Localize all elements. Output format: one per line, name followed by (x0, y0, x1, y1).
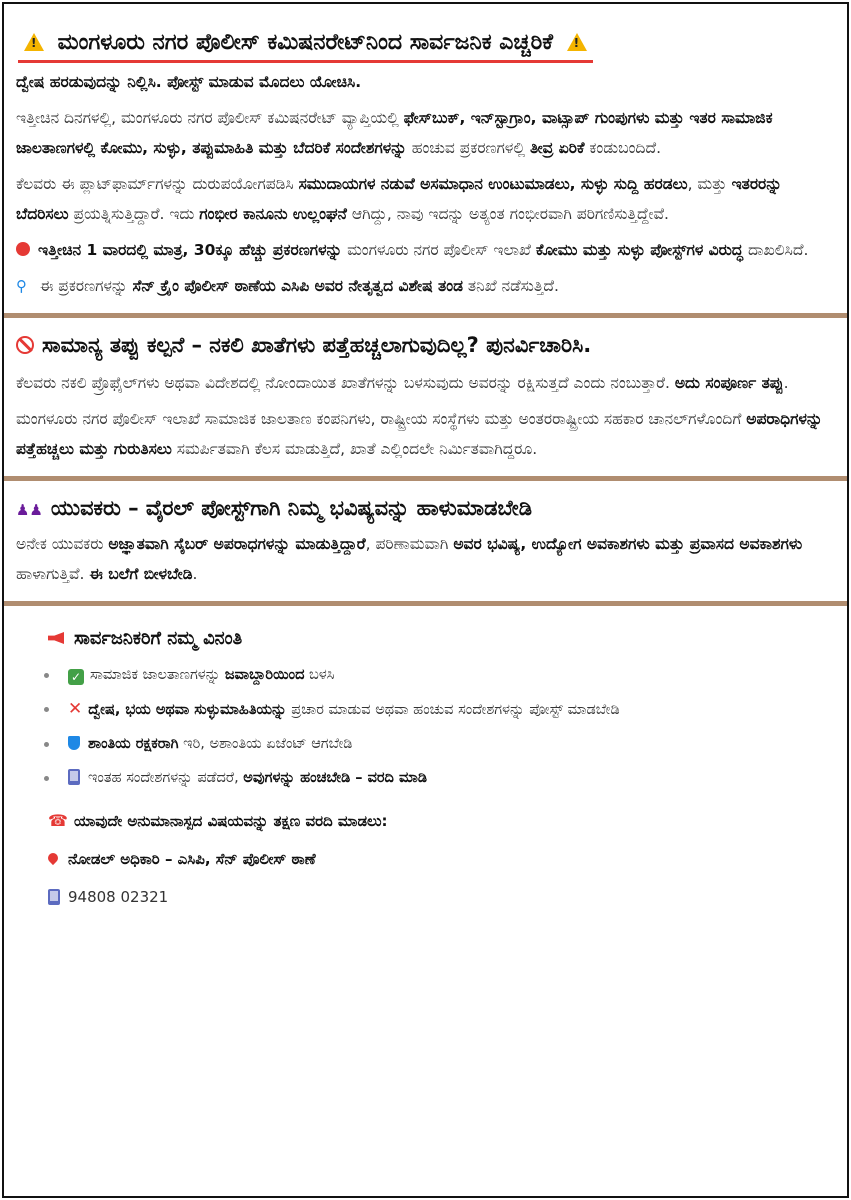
bold-text: ಅಪರಾಧಿಗಳನ್ನು ಪತ್ತೆಹಚ್ಚಲು ಮತ್ತು ಗುರುತಿಸಲು (16, 410, 823, 458)
text: ಮಂಗಳೂರು ನಗರ ಪೊಲೀಸ್ ಇಲಾಖೆ (342, 241, 536, 259)
text: ಪ್ರಯತ್ನಿಸುತ್ತಿದ್ದಾರೆ. ಇದು (68, 205, 200, 223)
heading-text: ಸಾಮಾನ್ಯ ತಪ್ಪು ಕಲ್ಪನೆ – ನಕಲಿ ಖಾತೆಗಳು ಪತ್ತೆಹಚ್ಚಲಾಗುವುದಿಲ್ಲ? ಪುನರ್ವಿಚಾರಿಸಿ. (42, 333, 592, 357)
intro-paragraph-4 (16, 271, 835, 301)
request-heading (48, 624, 847, 654)
phone-number[interactable]: 94808 02321 (68, 888, 169, 906)
officer-line (48, 847, 847, 871)
page-title (18, 28, 593, 63)
phone-icon (48, 889, 60, 905)
officer-text: ನೋಡಲ್ ಅಧಿಕಾರಿ – ಎಸಿಪಿ, ಸೆನ್ ಪೊಲೀಸ್ ಠಾಣೆ (68, 850, 316, 868)
text: ಕೆಲವರು ಈ ಪ್ಲಾಟ್‌ಫಾರ್ಮ್‌ಗಳನ್ನು ದುರುಪಯೋಗಪಡಿಸಿ (16, 175, 299, 193)
bold-text: ಇತ್ತೀಚಿನ 1 ವಾರದಲ್ಲಿ ಮಾತ್ರ, 30ಕ್ಕೂ ಹೆಚ್ಚು ಪ್ರಕರಣಗಳನ್ನು (38, 241, 343, 259)
section-divider (4, 313, 847, 318)
text: ಕಂಡುಬಂದಿದೆ. (584, 139, 662, 157)
text: ಅನೇಕ ಯುವಕರು (16, 535, 109, 553)
bold-text: ಈ ಬಲೆಗೆ ಬೀಳಬೇಡಿ (89, 565, 193, 583)
megaphone-icon (48, 632, 64, 644)
text: ಬಳಸಿ (304, 667, 335, 683)
report-label: ಯಾವುದೇ ಅನುಮಾನಾಸ್ಪದ ವಿಷಯವನ್ನು ತಕ್ಷಣ ವರದಿ ಮಾಡಲು: (73, 812, 388, 830)
text: ಕೆಲವರು ನಕಲಿ ಪ್ರೊಫೈಲ್‌ಗಳು ಅಥವಾ ವಿದೇಶದಲ್ಲಿ ನೋಂದಾಯಿತ ಖಾತೆಗಳನ್ನು ಬಳಸುವುದು ಅವರನ್ನು ರಕ್ಷಿಸುತ್ತದೆ ಎಂದು ನಂಬುತ್ತಾರೆ. (16, 374, 675, 392)
people-icon: ♟♟ (16, 501, 43, 519)
page-title-text: ಮಂಗಳೂರು ನಗರ ಪೊಲೀಸ್ ಕಮಿಷನರೇಟ್‌ನಿಂದ ಸಾರ್ವಜನಿಕ ಎಚ್ಚರಿಕೆ (57, 30, 553, 55)
misconception-paragraph-1 (16, 368, 835, 398)
cross-icon: ✕ (68, 699, 83, 719)
misconception-heading (16, 328, 835, 362)
notice-page (2, 2, 849, 1198)
prohibited-icon (16, 336, 34, 354)
text: ಹಾಳಾಗುತ್ತಿವೆ. (16, 565, 90, 583)
text: ತನಿಖೆ ನಡೆಸುತ್ತಿದೆ. (462, 277, 559, 295)
phone-line (48, 885, 847, 909)
bold-text: ಅಜ್ಞಾತವಾಗಿ ಸೈಬರ್ ಅಪರಾಧಗಳನ್ನು ಮಾಡುತ್ತಿದ್ದಾರೆ (108, 535, 366, 553)
warning-icon (567, 33, 587, 51)
pin-icon (46, 851, 60, 865)
bold-text: ಅದು ಸಂಪೂರ್ಣ ತಪ್ಪು (674, 374, 784, 392)
text: ಹಂಚುವ ಪ್ರಕರಣಗಳಲ್ಲಿ (406, 139, 530, 157)
bold-text: ಗಂಭೀರ ಕಾನೂನು ಉಲ್ಲಂಘನೆ (199, 205, 347, 223)
section-divider (4, 476, 847, 481)
check-icon: ✓ (68, 669, 84, 685)
bold-text: ಅವುಗಳನ್ನು ಹಂಚಬೇಡಿ – ವರದಿ ಮಾಡಿ (243, 770, 428, 786)
header (4, 4, 847, 63)
text: , ಪರಿಣಾಮವಾಗಿ (365, 535, 454, 553)
request-section (4, 624, 847, 909)
misconception-section (4, 328, 847, 464)
text: ಸಾಮಾಜಿಕ ಜಾಲತಾಣಗಳನ್ನು (90, 667, 225, 683)
report-line (48, 809, 847, 833)
text: , ಮತ್ತು (687, 175, 732, 193)
intro-paragraph-3 (16, 235, 835, 265)
phone-icon (68, 769, 80, 785)
text: ಈ ಪ್ರಕರಣಗಳನ್ನು (35, 277, 133, 295)
text: ಸಮರ್ಪಿತವಾಗಿ ಕೆಲಸ ಮಾಡುತ್ತಿದೆ, ಖಾತೆ ಎಲ್ಲಿಂದಲೇ ನಿರ್ಮಿತವಾಗಿದ್ದರೂ. (171, 440, 538, 458)
request-list (4, 662, 847, 791)
misconception-paragraph-2 (16, 404, 835, 464)
handset-icon: ☎ (48, 811, 68, 830)
text: ಇಂತಹ ಸಂದೇಶಗಳನ್ನು ಪಡೆದರೆ, (88, 770, 244, 786)
tagline (16, 67, 835, 97)
list-item (44, 662, 847, 688)
text: . (192, 565, 198, 583)
red-dot-icon (16, 242, 30, 256)
intro-section (4, 67, 847, 301)
text: ದಾಖಲಿಸಿದೆ. (743, 241, 809, 259)
shield-icon (68, 736, 80, 750)
text: ಆಗಿದ್ದು, ನಾವು ಇದನ್ನು ಅತ್ಯಂತ ಗಂಭೀರವಾಗಿ ಪರಿಗಣಿಸುತ್ತಿದ್ದೇವೆ. (346, 205, 669, 223)
warning-icon (24, 33, 44, 51)
magnifier-icon: ⚲ (16, 277, 27, 295)
text: ಮಂಗಳೂರು ನಗರ ಪೊಲೀಸ್ ಇಲಾಖೆ ಸಾಮಾಜಿಕ ಜಾಲತಾಣ ಕಂಪನಿಗಳು, ರಾಷ್ಟ್ರೀಯ ಸಂಸ್ಥೆಗಳು ಮತ್ತು ಅಂತರರಾಷ್ಟ್ರೀಯ ಸಹಕಾರ ಚಾನಲ್‌ಗಳೊಂದಿಗೆ (16, 410, 747, 428)
text: ಇರಿ, ಅಶಾಂತಿಯ ಏಜೆಂಟ್ ಆಗಬೇಡಿ (178, 736, 353, 752)
text: . (783, 374, 789, 392)
tagline-text: ದ್ವೇಷ ಹರಡುವುದನ್ನು ನಿಲ್ಲಿಸಿ. ಪೋಸ್ಟ್ ಮಾಡುವ ಮೊದಲು ಯೋಚಿಸಿ. (16, 73, 362, 91)
bold-text: ಇತರರನ್ನು ಬೆದರಿಸಲು (16, 175, 782, 223)
intro-paragraph-2 (16, 169, 835, 229)
heading-text: ಸಾರ್ವಜನಿಕರಿಗೆ ನಮ್ಮ ವಿನಂತಿ (74, 628, 243, 649)
bold-text: ತೀವ್ರ ಏರಿಕೆ (530, 139, 585, 157)
bold-text: ದ್ವೇಷ, ಭಯ ಅಥವಾ ಸುಳ್ಳುಮಾಹಿತಿಯನ್ನು (88, 702, 287, 718)
list-item (44, 765, 847, 791)
bold-text: ಸಮುದಾಯಗಳ ನಡುವೆ ಅಸಮಾಧಾನ ಉಂಟುಮಾಡಲು, ಸುಳ್ಳು ಸುದ್ದಿ ಹರಡಲು (298, 175, 688, 193)
youth-paragraph (16, 529, 835, 589)
list-item (44, 696, 847, 723)
bold-text: ಫೇಸ್‌ಬುಕ್, ಇನ್‌ಸ್ಟಾಗ್ರಾಂ, ವಾಟ್ಸಾಪ್ ಗುಂಪುಗಳು ಮತ್ತು ಇತರ ಸಾಮಾಜಿಕ ಜಾಲತಾಣಗಳಲ್ಲಿ ಕೋಮು, ಸುಳ್ಳು, ತಪ್ಪುಮಾಹಿತಿ ಮತ್ತು ಬೆದರಿಕೆ ಸಂದೇಶಗಳನ್ನು (16, 109, 773, 157)
bold-text: ಸೆನ್ ಕ್ರೈಂ ಪೊಲೀಸ್ ಠಾಣೆಯ ಎಸಿಪಿ ಅವರ ನೇತೃತ್ವದ ವಿಶೇಷ ತಂಡ (132, 277, 463, 295)
list-item (44, 731, 847, 757)
bold-text: ಜವಾಬ್ದಾರಿಯಿಂದ (224, 667, 305, 683)
bold-text: ಶಾಂತಿಯ ರಕ್ಷಕರಾಗಿ (88, 736, 179, 752)
text: ಇತ್ತೀಚಿನ ದಿನಗಳಲ್ಲಿ, ಮಂಗಳೂರು ನಗರ ಪೊಲೀಸ್ ಕಮಿಷನರೇಟ್ ವ್ಯಾಪ್ತಿಯಲ್ಲಿ (16, 109, 404, 127)
bold-text: ಅವರ ಭವಿಷ್ಯ, ಉದ್ಯೋಗ ಅವಕಾಶಗಳು ಮತ್ತು ಪ್ರವಾಸದ ಅವಕಾಶಗಳು (453, 535, 803, 553)
bold-text: ಕೋಮು ಮತ್ತು ಸುಳ್ಳು ಪೋಸ್ಟ್‌ಗಳ ವಿರುದ್ಧ (535, 241, 744, 259)
youth-heading (16, 491, 835, 527)
heading-text: ಯುವಕರು – ವೈರಲ್ ಪೋಸ್ಟ್‌ಗಾಗಿ ನಿಮ್ಮ ಭವಿಷ್ಯವನ್ನು ಹಾಳುಮಾಡಬೇಡಿ (50, 496, 532, 520)
intro-paragraph-1 (16, 103, 835, 163)
youth-section (4, 491, 847, 589)
text: ಪ್ರಚಾರ ಮಾಡುವ ಅಥವಾ ಹಂಚುವ ಸಂದೇಶಗಳನ್ನು ಪೋಸ್ಟ್ ಮಾಡಬೇಡಿ (286, 702, 620, 718)
section-divider (4, 601, 847, 606)
